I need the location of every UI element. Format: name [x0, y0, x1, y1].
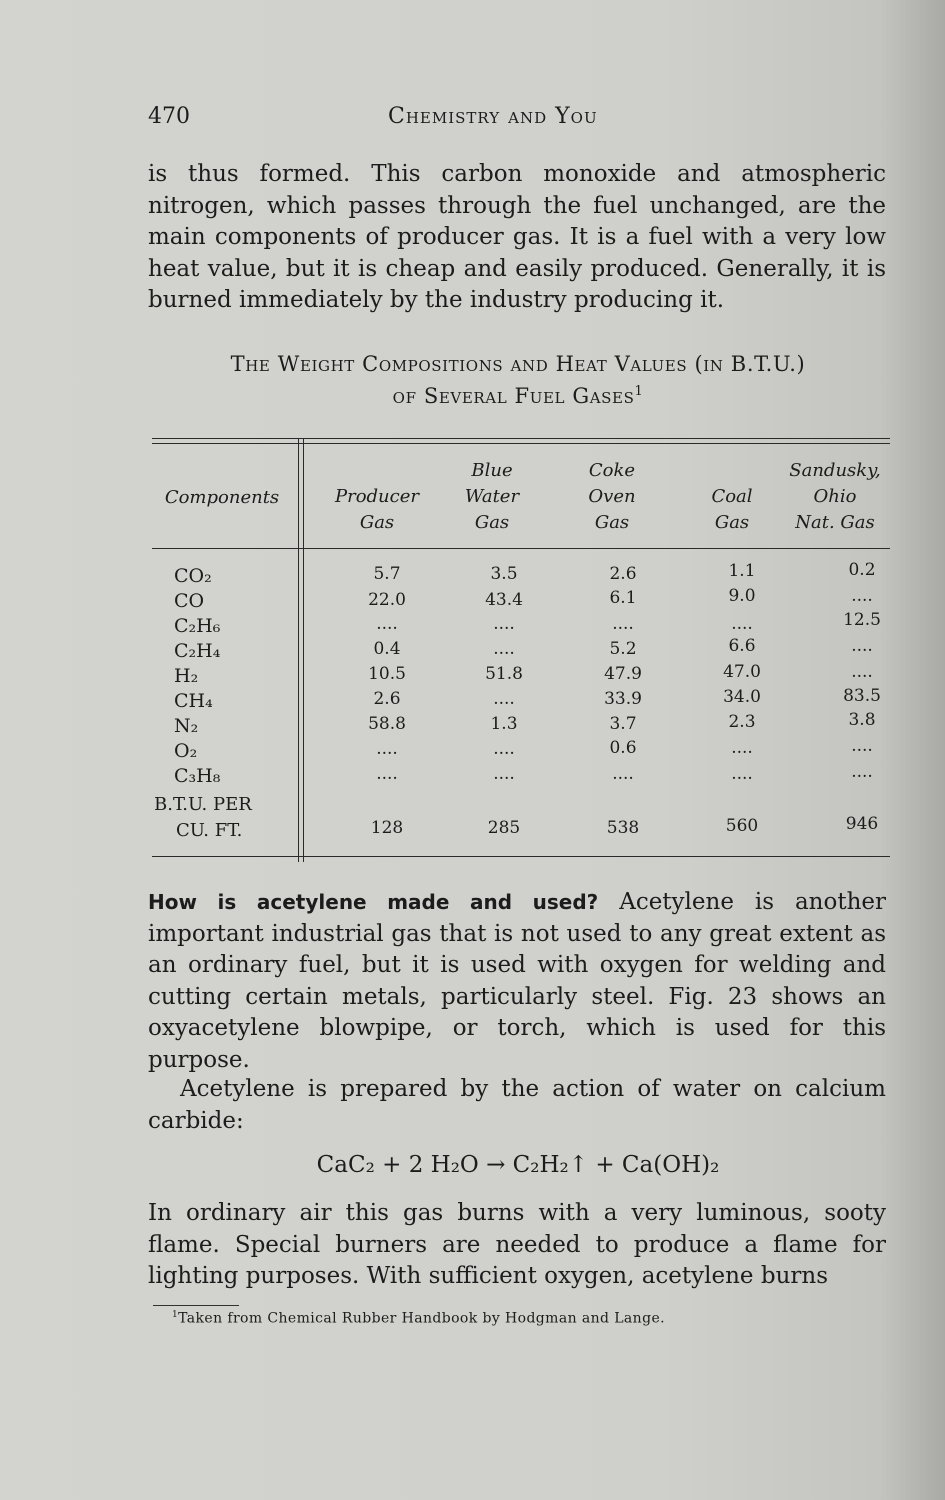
page-header [148, 104, 888, 134]
cell-c3h8-sandusky: .... [851, 762, 873, 782]
paragraph-acetylene-use-text: Acetylene is another important industrial gas that is not used to any great extent as an ordinary fuel, but it is used with oxygen for welding and cutting certain metals, particularly steel. Fig. 23 shows an oxyacetylene blowpipe, or torch, which is used for this purpose. [148, 889, 886, 1073]
cell-ch4-coke-oven: 33.9 [604, 689, 642, 709]
cell-c3h8-coal: .... [731, 764, 753, 784]
table-divider-left [298, 438, 299, 862]
cell-co-coke-oven: 6.1 [609, 588, 637, 608]
row-label-o2: O₂ [174, 740, 198, 762]
cell-ch4-producer: 2.6 [373, 689, 401, 709]
cell-n2-producer: 58.8 [368, 714, 406, 734]
paragraph-producer-gas: is thus formed. This carbon monoxide and atmospheric nitrogen, which passes through the fuel unchanged, are the main components of producer gas. It is a fuel with a very low heat value, but it is cheap and easily produced. Generally, it is burned immediately by the industry producing it. [148, 161, 886, 313]
table-rule-bottom [152, 856, 890, 857]
cell-h2-coal: 47.0 [723, 662, 761, 682]
cell-c2h4-coal: 6.6 [728, 636, 756, 656]
paragraph-acetylene-flame: In ordinary air this gas burns with a very luminous, sooty flame. Special burners are needed to produce a flame for lighting purposes. With sufficient oxygen, acetylene burns [148, 1200, 886, 1289]
cell-co-sandusky: .... [851, 586, 873, 606]
cell-c2h6-coke-oven: .... [612, 614, 634, 634]
cell-h2-producer: 10.5 [368, 664, 406, 684]
cell-btu-sandusky: 946 [845, 814, 879, 834]
cell-co-producer: 22.0 [368, 590, 406, 610]
cell-n2-coal: 2.3 [728, 712, 756, 732]
cell-btu-coal: 560 [725, 816, 759, 836]
cell-c2h6-sandusky: 12.5 [843, 610, 881, 630]
cell-c3h8-coke-oven: .... [612, 764, 634, 784]
cell-n2-coke-oven: 3.7 [609, 714, 637, 734]
cell-co-blue-water: 43.4 [485, 590, 523, 610]
row-label-co2: CO₂ [174, 565, 212, 587]
chemical-equation: CaC₂ + 2 H₂O → C₂H₂↑ + Ca(OH)₂ [316, 1152, 720, 1178]
page-number: 470 [148, 104, 190, 129]
cell-o2-blue-water: .... [493, 739, 515, 759]
row-label-c3h8: C₃H₈ [174, 765, 221, 787]
cell-c3h8-blue-water: .... [493, 764, 515, 784]
cell-btu-coke-oven: 538 [606, 818, 640, 838]
cell-co2-blue-water: 3.5 [490, 564, 518, 584]
cell-c2h6-coal: .... [731, 614, 753, 634]
btu-label-line1: B.T.U. PER [154, 794, 252, 815]
cell-c2h4-coke-oven: 5.2 [609, 639, 637, 659]
paragraph-acetylene-use [148, 887, 886, 1076]
cell-h2-coke-oven: 47.9 [604, 664, 642, 684]
footnote-rule [153, 1305, 239, 1306]
table-footnote-ref: 1 [634, 384, 644, 399]
table-title-line2: of Several Fuel Gases [392, 384, 635, 408]
cell-c2h4-sandusky: .... [851, 636, 873, 656]
cell-co2-coal: 1.1 [728, 561, 756, 581]
cell-h2-blue-water: 51.8 [485, 664, 523, 684]
paragraph-acetylene-prep: Acetylene is prepared by the action of water on calcium carbide: [148, 1076, 886, 1134]
cell-c2h4-blue-water: .... [493, 639, 515, 659]
cell-co2-sandusky: 0.2 [848, 560, 876, 580]
fuel-gas-table [152, 438, 890, 862]
row-label-co: CO [174, 590, 205, 612]
cell-n2-blue-water: 1.3 [490, 714, 518, 734]
row-label-c2h4: C₂H₄ [174, 640, 221, 662]
table-rule-top-inner [152, 443, 890, 444]
running-title: Chemistry and You [388, 104, 598, 129]
row-label-n2: N₂ [174, 715, 199, 737]
cell-o2-coal: .... [731, 738, 753, 758]
cell-n2-sandusky: 3.8 [848, 710, 876, 730]
table-title-line1: The Weight Compositions and Heat Values (in B.T.U.) [230, 352, 806, 376]
cell-o2-coke-oven: 0.6 [609, 738, 637, 758]
cell-c3h8-producer: .... [376, 764, 398, 784]
footnote [172, 1310, 665, 1327]
btu-label-line2: CU. FT. [176, 820, 243, 841]
cell-ch4-blue-water: .... [493, 689, 515, 709]
header-coke-oven-gas: Coke Oven Gas [588, 460, 636, 533]
cell-ch4-coal: 34.0 [723, 687, 761, 707]
cell-o2-producer: .... [376, 739, 398, 759]
cell-co2-producer: 5.7 [373, 564, 401, 584]
cell-c2h6-blue-water: .... [493, 614, 515, 634]
table-rule-top [152, 438, 890, 439]
header-producer-gas: Producer Gas [334, 486, 419, 533]
cell-ch4-sandusky: 83.5 [843, 686, 881, 706]
cell-co-coal: 9.0 [728, 586, 756, 606]
footnote-mark: 1 [172, 1310, 179, 1320]
row-label-c2h6: C₂H₆ [174, 615, 221, 637]
row-label-h2: H₂ [174, 665, 199, 687]
footnote-text: Taken from Chemical Rubber Handbook by Hodgman and Lange. [178, 1310, 665, 1327]
table-rule-head [152, 548, 890, 549]
cell-c2h6-producer: .... [376, 614, 398, 634]
header-sandusky-nat-gas: Sandusky, Ohio Nat. Gas [789, 460, 881, 533]
row-label-ch4: CH₄ [174, 690, 213, 712]
cell-c2h4-producer: 0.4 [373, 639, 401, 659]
cell-h2-sandusky: .... [851, 662, 873, 682]
table-title [148, 350, 888, 410]
cell-btu-producer: 128 [370, 818, 404, 838]
header-components: Components [164, 487, 280, 508]
table-divider-right [303, 438, 304, 862]
cell-o2-sandusky: .... [851, 736, 873, 756]
cell-btu-blue-water: 285 [487, 818, 521, 838]
cell-co2-coke-oven: 2.6 [609, 564, 637, 584]
header-coal-gas: Coal Gas [711, 486, 753, 533]
section-runin-heading: How is acetylene made and used? [148, 890, 599, 914]
header-blue-water-gas: Blue Water Gas [464, 460, 520, 533]
